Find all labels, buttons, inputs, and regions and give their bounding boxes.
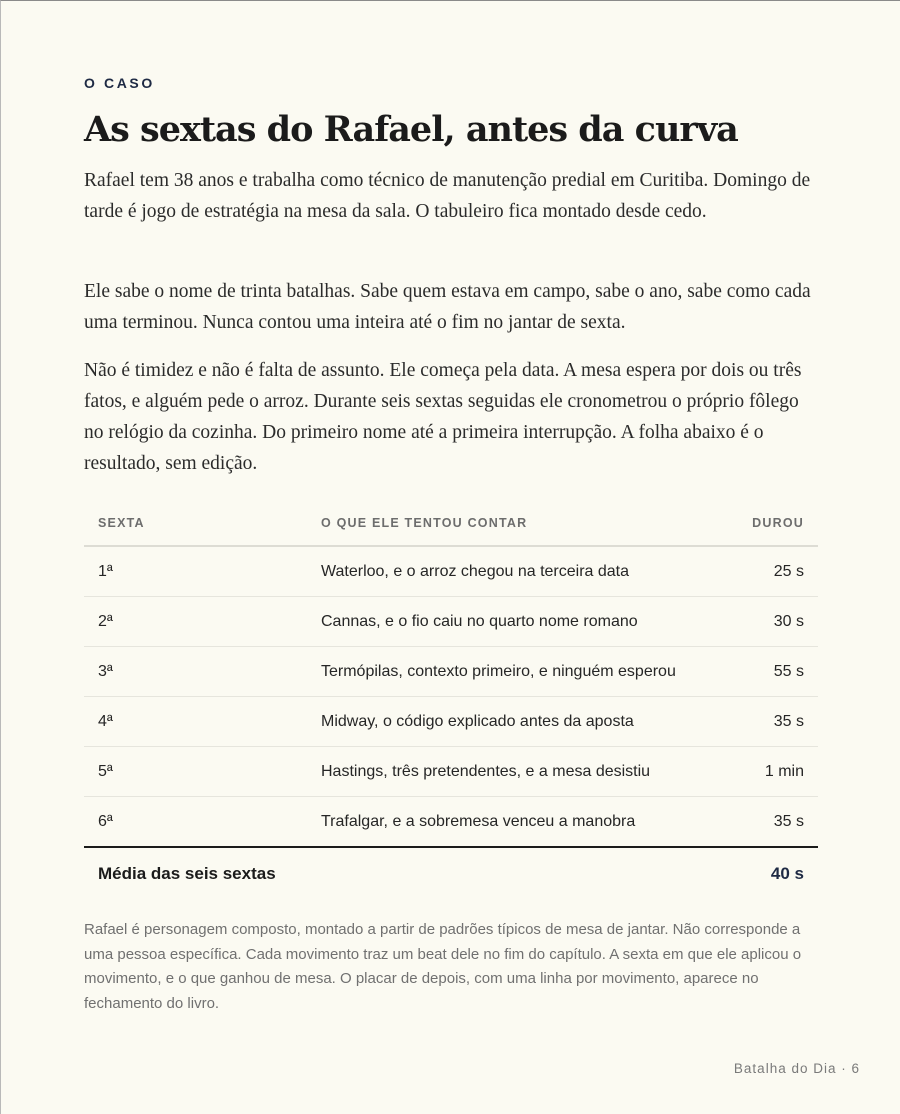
average-label: Média das seis sextas xyxy=(98,864,276,883)
table-row xyxy=(84,697,818,747)
average-value: 40 s xyxy=(770,864,804,883)
cell-duration: 30 s xyxy=(730,597,818,647)
cell-story: Hastings, três pretendentes, e a mesa desistiu xyxy=(307,747,730,797)
cell-duration: 35 s xyxy=(730,697,818,747)
column-header-sexta: SEXTA xyxy=(84,501,307,546)
disclaimer-note: Rafael é personagem composto, montado a partir de padrões típicos de mesa de jantar. Não corresponde a uma pessoa específica. Cada movimento traz um beat dele no fim do capítulo. A sexta em que ele aplicou o movimento, e o que ganhou de mesa. O placar de depois, com uma linha por movimento, aparece no fechamento do livro. xyxy=(84,921,802,1012)
cell-story: Cannas, e o fio caiu no quarto nome romano xyxy=(307,597,730,647)
cell-sexta: 1ª xyxy=(84,546,307,597)
cell-sexta: 3ª xyxy=(84,647,307,697)
cell-duration: 25 s xyxy=(730,546,818,597)
cell-sexta: 2ª xyxy=(84,597,307,647)
cell-sexta: 4ª xyxy=(84,697,307,747)
table-row xyxy=(84,797,818,848)
column-header-story: O QUE ELE TENTOU CONTAR xyxy=(307,501,730,546)
table-header-row xyxy=(84,501,818,546)
cell-sexta: 6ª xyxy=(84,797,307,848)
table-row xyxy=(84,647,818,697)
table-row xyxy=(84,546,818,597)
page-footer: Batalha do Dia · 6 xyxy=(733,1061,860,1076)
page-title: As sextas do Rafael, antes da curva xyxy=(84,109,738,150)
battles-paragraph: Ele sabe o nome de trinta batalhas. Sabe quem estava em campo, sabe o ano, sabe como cada uma terminou. Nunca contou uma inteira até o fim no jantar de sexta. xyxy=(84,281,811,333)
friday-timing-table xyxy=(84,501,818,900)
table-summary-row xyxy=(84,847,818,900)
intro-paragraph: Rafael tem 38 anos e trabalha como técnico de manutenção predial em Curitiba. Domingo de tarde é jogo de estratégia na mesa da sala. O tabuleiro fica montado desde cedo. xyxy=(84,170,811,222)
cell-story: Trafalgar, e a sobremesa venceu a manobra xyxy=(307,797,730,848)
section-eyebrow: O CASO xyxy=(84,75,155,91)
cell-duration: 1 min xyxy=(730,747,818,797)
cell-sexta: 5ª xyxy=(84,747,307,797)
cell-duration: 35 s xyxy=(730,797,818,848)
column-header-duration: DUROU xyxy=(730,501,818,546)
timing-paragraph: Não é timidez e não é falta de assunto. Ele começa pela data. A mesa espera por dois ou três fatos, e alguém pede o arroz. Durante seis sextas seguidas ele cronometrou o próprio fôlego no relógio da cozinha. Do primeiro nome até a primeira interrupção. A folha abaixo é o resultado, sem edição. xyxy=(84,360,802,474)
cell-story: Waterloo, e o arroz chegou na terceira data xyxy=(307,546,730,597)
cell-duration: 55 s xyxy=(730,647,818,697)
table-row xyxy=(84,747,818,797)
cell-story: Termópilas, contexto primeiro, e ninguém esperou xyxy=(307,647,730,697)
table-row xyxy=(84,597,818,647)
cell-story: Midway, o código explicado antes da aposta xyxy=(307,697,730,747)
